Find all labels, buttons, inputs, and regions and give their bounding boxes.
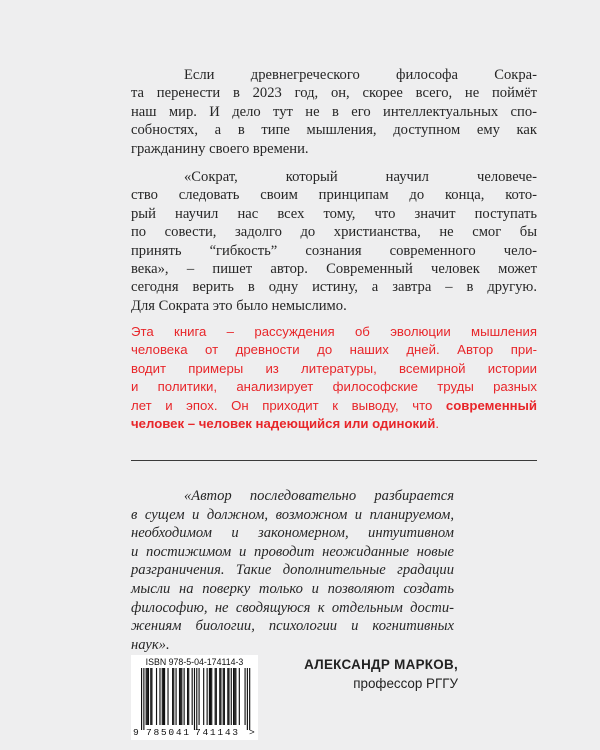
barcode-bar: [211, 668, 212, 725]
review-line: философию, не сводящуюся к отдельным дости-: [131, 599, 454, 616]
summary-text: лет и эпох. Он приходит к выводу, что: [131, 397, 446, 413]
barcode-left-group: 785041: [146, 727, 191, 738]
barcode-bar: [187, 668, 188, 725]
barcode-bar: [162, 668, 163, 725]
summary-bold-text: современный: [445, 397, 537, 413]
barcode-bar: [228, 668, 229, 725]
barcode-bar: [192, 668, 193, 725]
barcode-bar: [239, 668, 240, 725]
barcode-bar: [176, 668, 177, 725]
author-quote-line: Для Сократа это было немыслимо.: [131, 297, 347, 314]
barcode-bar: [215, 668, 216, 725]
barcode-bar: [203, 668, 204, 725]
summary-line: и политики, анализирует философские труды разных: [131, 379, 537, 395]
reviewer-name: АЛЕКСАНДР МАРКОВ,: [304, 657, 458, 672]
barcode-bar: [235, 668, 236, 725]
barcode-bar: [216, 668, 217, 725]
summary-line: Эта книга – рассуждения об эволюции мышления: [131, 324, 537, 339]
barcode-bar: [179, 668, 180, 725]
review-quote: [131, 487, 454, 654]
barcode-bar: [220, 668, 221, 725]
review-line: мысли на поверку только и позволяют создать: [131, 580, 454, 597]
summary-paragraph: [131, 323, 537, 433]
review-line: наук».: [131, 636, 170, 653]
summary-text: .: [435, 416, 439, 432]
barcode-bar: [224, 668, 225, 725]
section-divider: [131, 460, 537, 461]
barcode-bar: [194, 668, 195, 730]
barcode-bar: [247, 668, 248, 730]
barcode-end-mark: >: [249, 727, 255, 738]
barcode-bars: [131, 668, 258, 730]
barcode-first-digit: 9: [133, 727, 139, 738]
barcode-bar: [147, 668, 148, 725]
reviewer-title: профессор РГГУ: [353, 676, 458, 691]
barcode-bar: [199, 668, 200, 725]
barcode-bar: [159, 668, 160, 725]
intro-line: Если древнегреческого философа Сокра-: [184, 67, 537, 83]
intro-line: гражданину своего времени.: [131, 140, 309, 157]
review-line: необходимом и закономерном, интуитивном: [131, 525, 454, 542]
intro-paragraph: [131, 66, 537, 158]
summary-line: водит примеры из литературы, всемирной истории: [131, 360, 537, 376]
barcode-bar: [163, 668, 164, 725]
barcode-bar: [146, 668, 147, 725]
author-quote-line: ство следовать своим принципам до конца, кото-: [131, 187, 537, 204]
barcode-bar: [167, 668, 168, 725]
isbn-label: ISBN 978-5-04-174114-3: [145, 657, 244, 667]
summary-line: человека от древности до наших дней. Автор при-: [131, 342, 537, 358]
author-quote-line: «Сократ, который научил человече-: [184, 169, 537, 185]
author-quote-line: века», – пишет автор. Современный человек может: [131, 261, 537, 278]
barcode-bar: [207, 668, 208, 725]
author-quote-paragraph: [131, 168, 537, 315]
barcode-bar: [245, 668, 246, 725]
intro-line: собностях, а в типе мышления, доступном ему как: [131, 122, 537, 139]
barcode-bar: [164, 668, 165, 725]
barcode-bar: [172, 668, 173, 725]
barcode-bar: [210, 668, 211, 725]
author-quote-line: сегодня верить в одну истину, а завтра – в другую.: [131, 279, 537, 296]
summary-line: [131, 397, 537, 415]
author-quote-line: по совести, задолго до христианства, не смог бы: [131, 224, 537, 241]
review-line: жениям биологии, психологии и когнитивных: [131, 618, 454, 635]
review-line: «Автор последовательно разбирается: [184, 488, 454, 504]
barcode-bar: [196, 668, 197, 730]
review-line: в сущем и должном, возможном и планируемом,: [131, 506, 454, 523]
barcode-bar: [148, 668, 149, 725]
barcode-bar: [231, 668, 232, 725]
summary-bold-text: человек – человек надеющийся или одинокий: [131, 416, 436, 432]
barcode-bar: [233, 668, 234, 725]
barcode-bar: [234, 668, 235, 725]
review-line: разграничения. Такие дополнительные градации: [131, 562, 454, 579]
author-quote-line: принять “гибкость” сознания современного чело-: [131, 242, 537, 259]
barcode-bar: [184, 668, 185, 725]
barcode-bar: [173, 668, 174, 725]
barcode-bar: [219, 668, 220, 725]
barcode-bar: [209, 668, 210, 725]
barcode-bar: [180, 668, 181, 725]
barcode-bar: [227, 668, 228, 725]
intro-line: та перенести в 2023 год, он, скорее всего, не поймёт: [131, 85, 537, 102]
barcode-bar: [223, 668, 224, 725]
barcode-bar: [151, 668, 152, 725]
barcode-right-group: 741143: [195, 727, 240, 738]
barcode-bar: [188, 668, 189, 725]
review-line: и постижимом и проводит неожиданные новые: [131, 543, 454, 560]
barcode-bar: [141, 668, 142, 730]
author-quote-line: рый научил нас всех тому, что значит поступать: [131, 205, 537, 222]
summary-line: [131, 415, 537, 433]
barcode-bar: [143, 668, 144, 730]
barcode-bar: [156, 668, 157, 725]
barcode-bar: [181, 668, 182, 725]
isbn-barcode: [131, 655, 258, 740]
barcode-bar: [150, 668, 151, 725]
barcode-bar: [249, 668, 250, 730]
intro-line: наш мир. И дело тут не в его интеллектуальных спо-: [131, 103, 537, 120]
